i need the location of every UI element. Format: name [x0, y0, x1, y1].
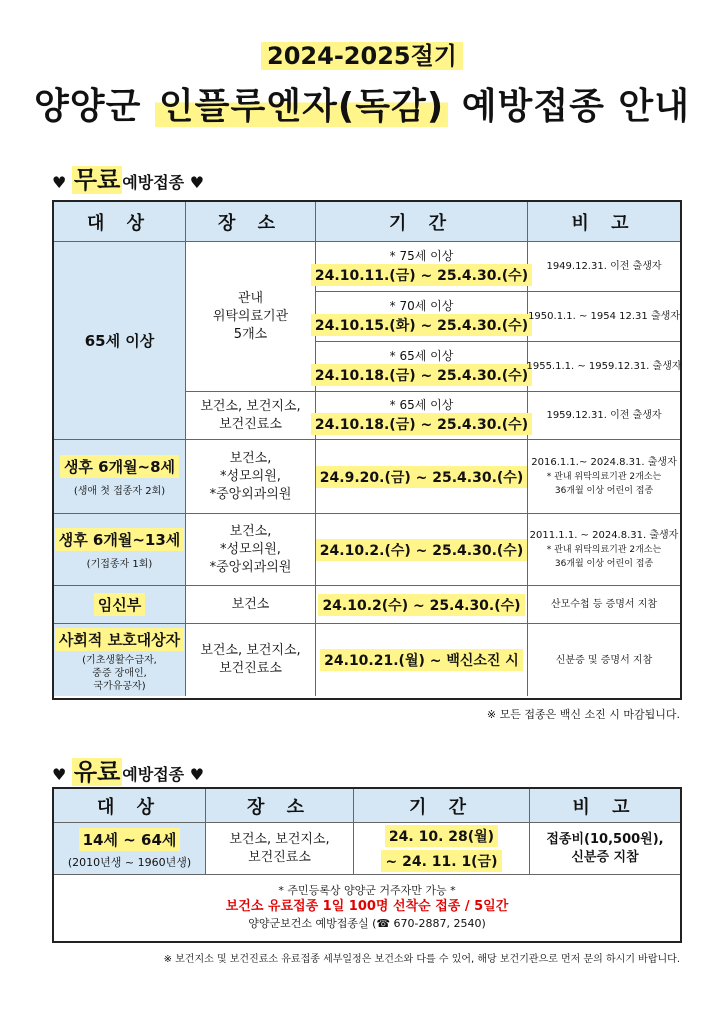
paid-place: 보건소, 보건지소, 보건진료소 — [206, 823, 354, 875]
remark-pregnant: 산모수첩 등 증명서 지참 — [528, 586, 680, 624]
free-note: ※ 모든 접종은 백신 소진 시 마감됩니다. — [486, 708, 680, 721]
season-title: 2024-2025절기 — [0, 36, 724, 71]
place-social-protection: 보건소, 보건지소, 보건진료소 — [186, 624, 316, 696]
period-social-protection: 24.10.21.(월) ~ 백신소진 시 — [316, 624, 528, 696]
paid-header-remark: 비 고 — [530, 789, 680, 823]
target-65-plus: 65세 이상 — [54, 242, 186, 440]
target-child-8: 생후 6개월~8세 (생애 첫 접종자 2회) — [54, 440, 186, 514]
target-social-protection: 사회적 보호대상자 (기초생활수급자, 중증 장애인, 국가유공자) — [54, 624, 186, 696]
header-place: 장 소 — [186, 202, 316, 242]
place-child-13: 보건소, *성모의원, *중앙외과의원 — [186, 514, 316, 586]
period-75-plus: * 75세 이상 24.10.11.(금) ~ 25.4.30.(수) — [316, 242, 528, 292]
paid-notes: * 주민등록상 양양군 거주자만 가능 * 보건소 유료접종 1일 100명 선착순 접종 / 5일간 양양군보건소 예방접종실 (☎ 670-2887, 2540) — [225, 884, 509, 930]
free-section-heading: ♥ 무료 예방접종 ♥ — [52, 166, 205, 194]
header-period: 기 간 — [316, 202, 528, 242]
paid-header-place: 장 소 — [206, 789, 354, 823]
place-health-centers: 보건소, 보건지소, 보건진료소 — [186, 392, 316, 440]
header-target: 대 상 — [54, 202, 186, 242]
paid-vaccination-table — [52, 787, 682, 943]
paid-period: 24. 10. 28(월) ~ 24. 11. 1(금) — [354, 823, 530, 875]
remark-65-plus-clinic: 1955.1.1. ~ 1959.12.31. 출생자 — [528, 342, 680, 392]
paid-section-heading: ♥ 유료 예방접종 ♥ — [52, 758, 205, 786]
remark-child-8: 2016.1.1.~ 2024.8.31. 출생자 * 관내 위탁의료기관 2개소는 36개월 이상 어린이 접종 — [528, 440, 680, 514]
paid-header-target: 대 상 — [54, 789, 206, 823]
place-consigned-clinics: 관내 위탁의료기관 5개소 — [186, 242, 316, 392]
place-child-8: 보건소, *성모의원, *중앙외과의원 — [186, 440, 316, 514]
period-child-8: 24.9.20.(금) ~ 25.4.30.(수) — [316, 440, 528, 514]
page-title: 양양군 인플루엔자(독감) 예방접종 안내 — [34, 86, 690, 127]
remark-65-plus-center: 1959.12.31. 이전 출생자 — [528, 392, 680, 440]
period-70-plus: * 70세 이상 24.10.15.(화) ~ 25.4.30.(수) — [316, 292, 528, 342]
paid-header-period: 기 간 — [354, 789, 530, 823]
place-pregnant: 보건소 — [186, 586, 316, 624]
free-vaccination-table — [52, 200, 682, 700]
period-65-plus-clinic: * 65세 이상 24.10.18.(금) ~ 25.4.30.(수) — [316, 342, 528, 392]
target-child-13: 생후 6개월~13세 (기접종자 1회) — [54, 514, 186, 586]
header-remark: 비 고 — [528, 202, 680, 242]
remark-75-plus: 1949.12.31. 이전 출생자 — [528, 242, 680, 292]
remark-70-plus: 1950.1.1. ~ 1954 12.31 출생자 — [528, 292, 680, 342]
paid-target: 14세 ~ 64세 (2010년생 ~ 1960년생) — [54, 823, 206, 875]
remark-child-13: 2011.1.1. ~ 2024.8.31. 출생자 * 관내 위탁의료기관 2개소는 36개월 이상 어린이 접종 — [528, 514, 680, 586]
period-65-plus-center: * 65세 이상 24.10.18.(금) ~ 25.4.30.(수) — [316, 392, 528, 440]
period-pregnant: 24.10.2(수) ~ 25.4.30.(수) — [316, 586, 528, 624]
footer-note: ※ 보건지소 및 보건진료소 유료접종 세부일정은 보건소와 다를 수 있어, 해당 보건기관으로 먼저 문의 하시기 바랍니다. — [163, 954, 680, 965]
target-pregnant: 임신부 — [54, 586, 186, 624]
paid-remark: 접종비(10,500원), 신분증 지참 — [530, 823, 680, 875]
period-child-13: 24.10.2.(수) ~ 25.4.30.(수) — [316, 514, 528, 586]
remark-social-protection: 신분증 및 증명서 지참 — [555, 654, 653, 666]
